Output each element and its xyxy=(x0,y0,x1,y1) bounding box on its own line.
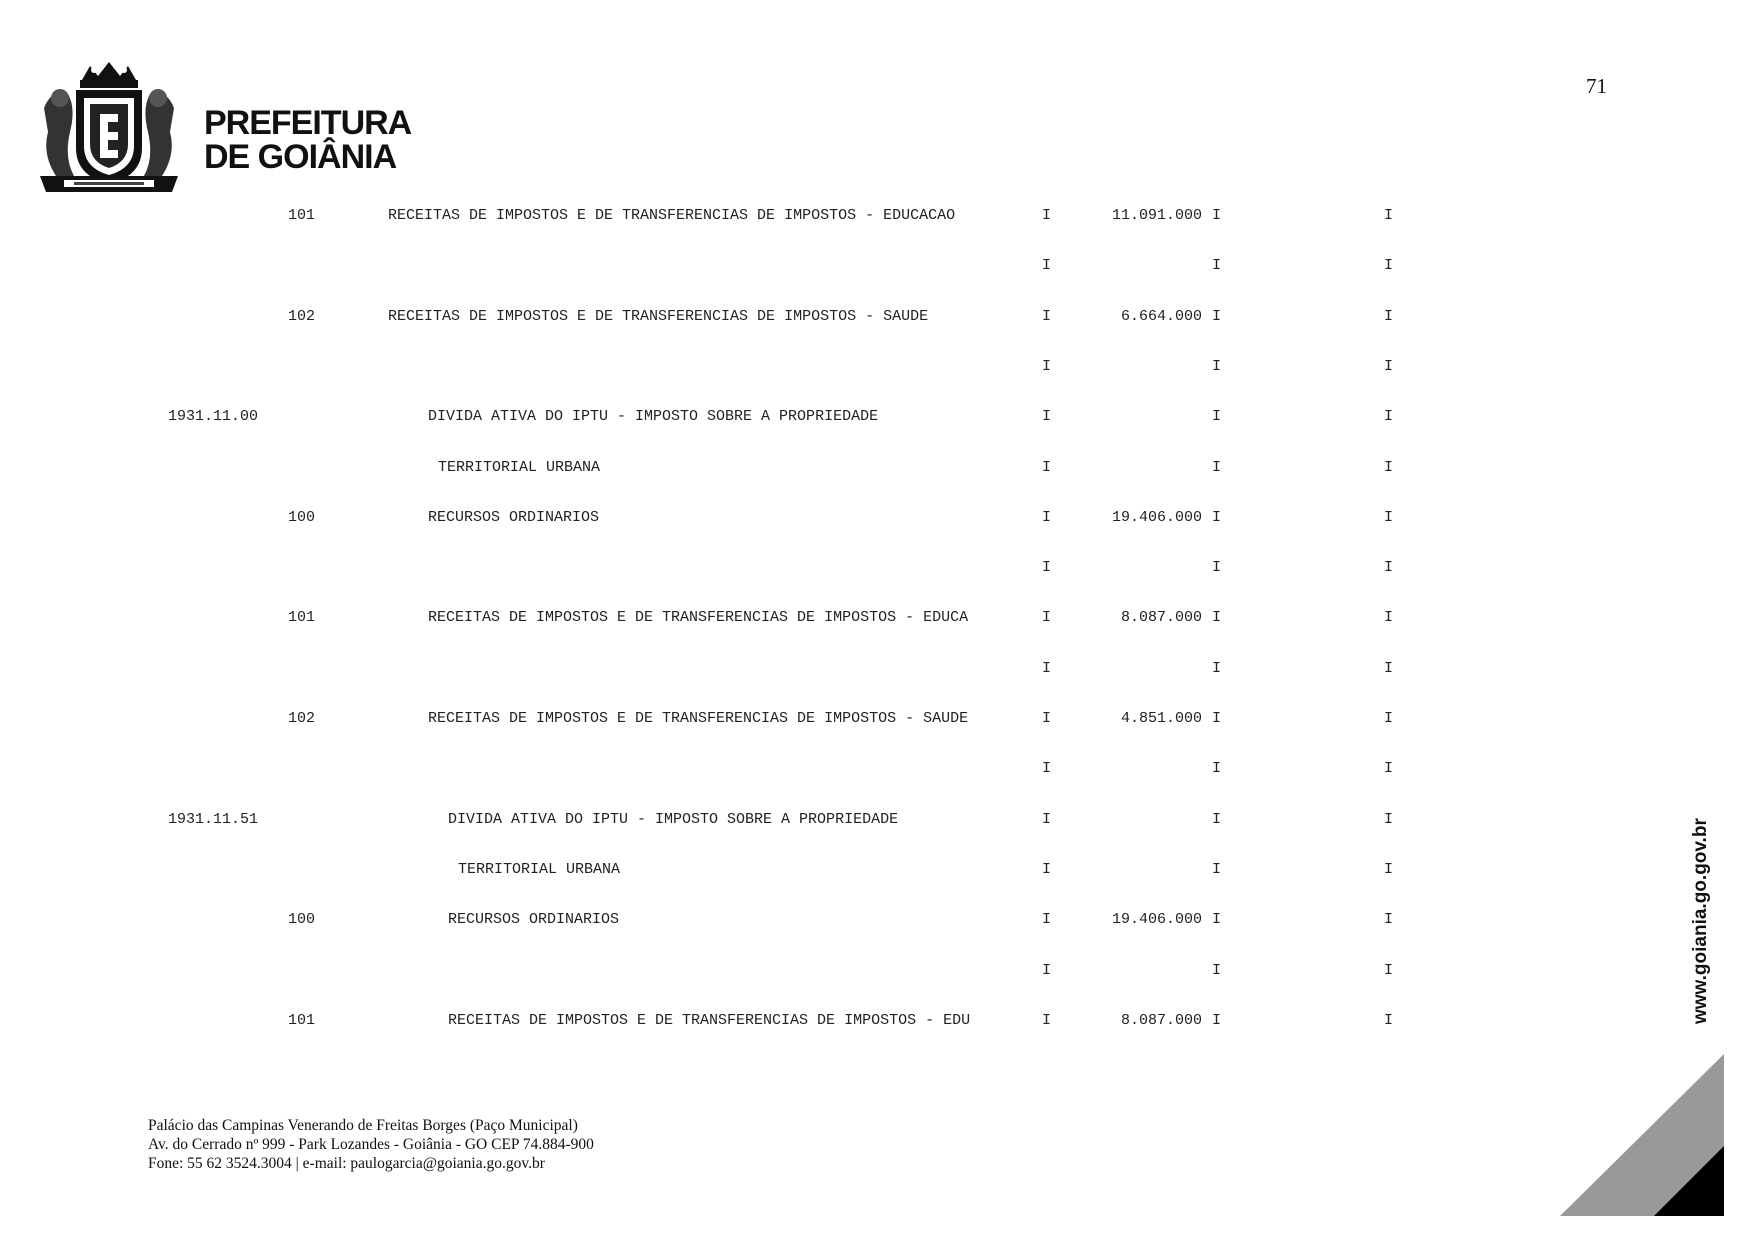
column-separator: I xyxy=(1212,509,1222,526)
revenue-description: RECURSOS ORDINARIOS xyxy=(448,911,620,928)
column-separator: I xyxy=(1212,710,1222,727)
table-row xyxy=(0,306,1754,328)
column-separator: I xyxy=(1384,308,1394,325)
column-separator: I xyxy=(1384,962,1394,979)
column-separator: I xyxy=(1212,308,1222,325)
column-separator: I xyxy=(1212,811,1222,828)
column-separator: I xyxy=(1212,358,1222,375)
column-separator: I xyxy=(1384,710,1394,727)
table-row xyxy=(0,1010,1754,1032)
column-separator: I xyxy=(1384,861,1394,878)
column-separator: I xyxy=(1042,609,1052,626)
revenue-description: RECEITAS DE IMPOSTOS E DE TRANSFERENCIAS DE IMPOSTOS - SAUDE xyxy=(428,710,969,727)
column-separator: I xyxy=(1042,811,1052,828)
footer-address-line-2: Av. do Cerrado nº 999 - Park Lozandes - Goiânia - GO CEP 74.884-900 xyxy=(148,1136,594,1153)
column-separator: I xyxy=(1042,459,1052,476)
column-separator: I xyxy=(1042,710,1052,727)
footer-address-line-1: Palácio das Campinas Venerando de Freitas Borges (Paço Municipal) xyxy=(148,1117,578,1134)
column-separator: I xyxy=(1212,962,1222,979)
column-separator: I xyxy=(1042,257,1052,274)
source-code: 102 xyxy=(288,710,316,727)
brand-line-2: DE GOIÂNIA xyxy=(204,138,397,176)
column-separator: I xyxy=(1042,962,1052,979)
corner-triangle-decoration xyxy=(1560,1054,1724,1216)
column-separator: I xyxy=(1212,911,1222,928)
table-row xyxy=(0,507,1754,529)
table-row xyxy=(0,205,1754,227)
column-separator: I xyxy=(1384,559,1394,576)
revenue-description: RECURSOS ORDINARIOS xyxy=(428,509,600,526)
table-row xyxy=(0,960,1754,982)
revenue-value: 19.406.000 xyxy=(1111,911,1202,928)
table-row xyxy=(0,859,1754,881)
table-row xyxy=(0,356,1754,378)
table-row xyxy=(0,708,1754,730)
brand-line-1: PREFEITURA xyxy=(204,104,412,142)
municipal-coat-of-arms-icon xyxy=(34,58,184,198)
column-separator: I xyxy=(1212,861,1222,878)
account-code: 1931.11.51 xyxy=(168,811,259,828)
column-separator: I xyxy=(1384,257,1394,274)
column-separator: I xyxy=(1212,609,1222,626)
column-separator: I xyxy=(1212,408,1222,425)
source-code: 100 xyxy=(288,509,316,526)
column-separator: I xyxy=(1384,1012,1394,1029)
page-number: 71 xyxy=(1586,74,1607,98)
column-separator: I xyxy=(1384,811,1394,828)
source-code: 101 xyxy=(288,1012,316,1029)
column-separator: I xyxy=(1384,207,1394,224)
column-separator: I xyxy=(1042,358,1052,375)
column-separator: I xyxy=(1212,207,1222,224)
page-header xyxy=(34,58,414,198)
revenue-description: TERRITORIAL URBANA xyxy=(438,459,601,476)
revenue-description: DIVIDA ATIVA DO IPTU - IMPOSTO SOBRE A PROPRIEDADE xyxy=(448,811,899,828)
column-separator: I xyxy=(1212,1012,1222,1029)
column-separator: I xyxy=(1042,207,1052,224)
table-row xyxy=(0,658,1754,680)
column-separator: I xyxy=(1384,459,1394,476)
table-row xyxy=(0,809,1754,831)
source-code: 101 xyxy=(288,609,316,626)
revenue-description: TERRITORIAL URBANA xyxy=(458,861,621,878)
column-separator: I xyxy=(1042,509,1052,526)
source-code: 102 xyxy=(288,308,316,325)
column-separator: I xyxy=(1384,911,1394,928)
revenue-value: 19.406.000 xyxy=(1111,509,1202,526)
table-row xyxy=(0,607,1754,629)
column-separator: I xyxy=(1212,660,1222,677)
revenue-description: RECEITAS DE IMPOSTOS E DE TRANSFERENCIAS DE IMPOSTOS - SAUDE xyxy=(388,308,929,325)
column-separator: I xyxy=(1384,358,1394,375)
column-separator: I xyxy=(1384,609,1394,626)
table-row xyxy=(0,406,1754,428)
column-separator: I xyxy=(1042,408,1052,425)
revenue-description: DIVIDA ATIVA DO IPTU - IMPOSTO SOBRE A PROPRIEDADE xyxy=(428,408,879,425)
revenue-description: RECEITAS DE IMPOSTOS E DE TRANSFERENCIAS DE IMPOSTOS - EDUCACAO xyxy=(388,207,956,224)
column-separator: I xyxy=(1384,760,1394,777)
column-separator: I xyxy=(1212,559,1222,576)
page-footer xyxy=(148,1116,594,1173)
account-code: 1931.11.00 xyxy=(168,408,259,425)
column-separator: I xyxy=(1384,509,1394,526)
brand-wordmark xyxy=(204,106,411,174)
table-row xyxy=(0,909,1754,931)
column-separator: I xyxy=(1042,861,1052,878)
footer-contact-line: Fone: 55 62 3524.3004 | e-mail: paulogarcia@goiania.go.gov.br xyxy=(148,1155,545,1172)
column-separator: I xyxy=(1384,408,1394,425)
website-url: www.goiania.go.gov.br xyxy=(1690,818,1711,1024)
revenue-value: 6.664.000 xyxy=(1120,308,1202,325)
revenue-description: RECEITAS DE IMPOSTOS E DE TRANSFERENCIAS DE IMPOSTOS - EDU xyxy=(448,1012,971,1029)
table-row xyxy=(0,758,1754,780)
column-separator: I xyxy=(1042,660,1052,677)
column-separator: I xyxy=(1042,1012,1052,1029)
column-separator: I xyxy=(1042,911,1052,928)
column-separator: I xyxy=(1042,308,1052,325)
column-separator: I xyxy=(1384,660,1394,677)
column-separator: I xyxy=(1212,257,1222,274)
table-row xyxy=(0,557,1754,579)
revenue-value: 4.851.000 xyxy=(1120,710,1202,727)
table-row xyxy=(0,457,1754,479)
column-separator: I xyxy=(1212,760,1222,777)
table-row xyxy=(0,255,1754,277)
revenue-value: 8.087.000 xyxy=(1120,609,1202,626)
revenue-value: 11.091.000 xyxy=(1111,207,1202,224)
column-separator: I xyxy=(1042,559,1052,576)
column-separator: I xyxy=(1212,459,1222,476)
revenue-description: RECEITAS DE IMPOSTOS E DE TRANSFERENCIAS DE IMPOSTOS - EDUCA xyxy=(428,609,969,626)
column-separator: I xyxy=(1042,760,1052,777)
source-code: 100 xyxy=(288,911,316,928)
revenue-value: 8.087.000 xyxy=(1120,1012,1202,1029)
source-code: 101 xyxy=(288,207,316,224)
